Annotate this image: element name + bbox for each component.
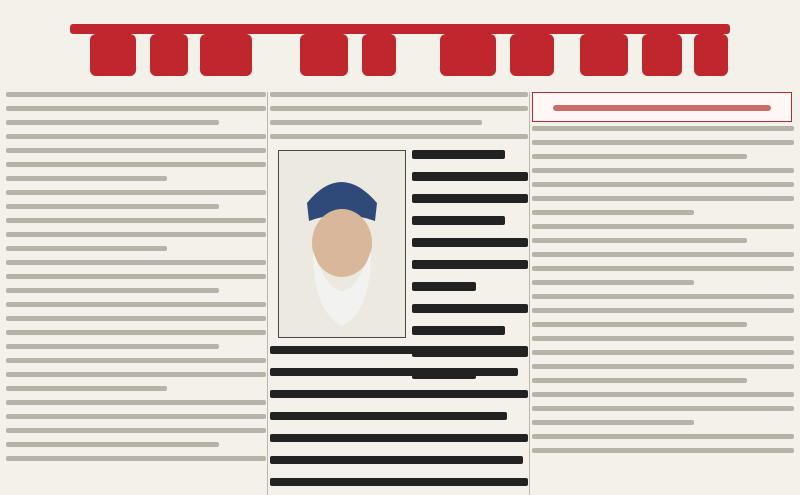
article-large-text [270,346,528,495]
headline [0,0,800,92]
pull-quote [412,150,528,350]
article-column-right [532,126,794,495]
headline-lettering [0,0,800,92]
portrait-photo [278,150,406,338]
column-divider [267,92,268,495]
byline [553,105,771,111]
byline-box [532,92,792,122]
column-divider [529,92,530,495]
article-column-left [6,92,266,495]
